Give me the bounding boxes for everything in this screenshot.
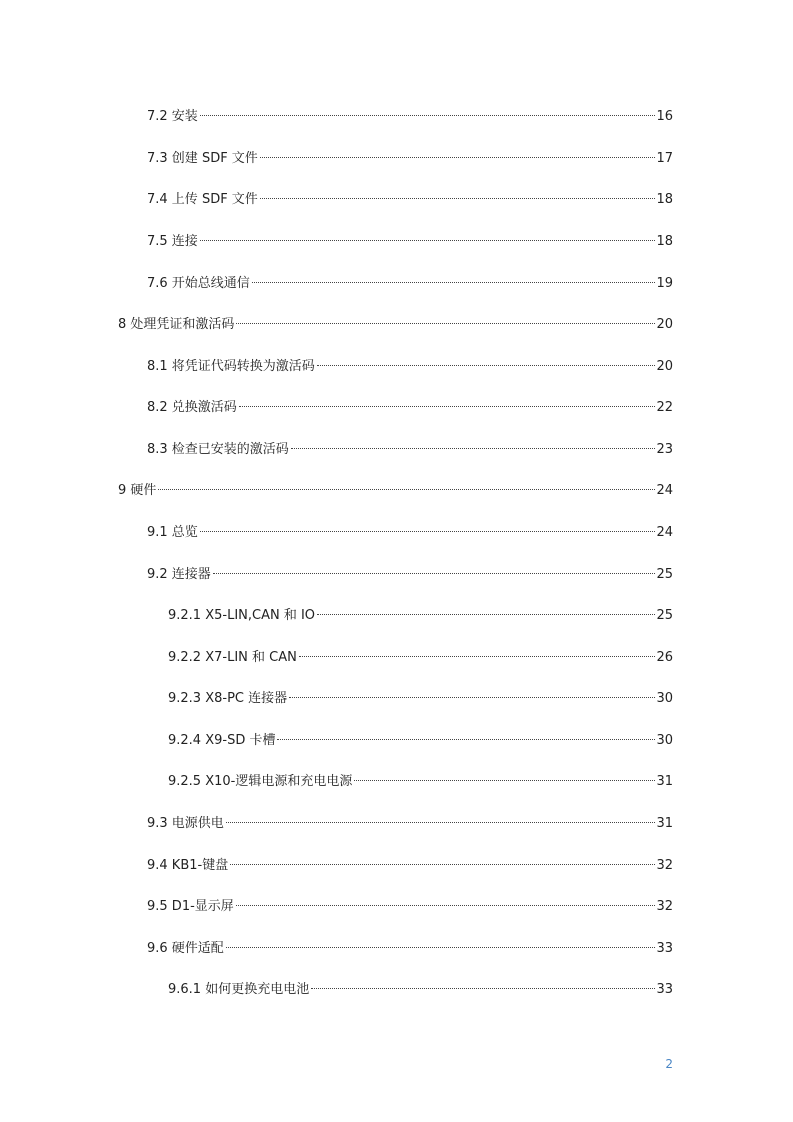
dot-leader bbox=[317, 614, 655, 615]
toc-entry-label: 7.3 创建 SDF 文件 bbox=[147, 151, 258, 166]
dot-leader bbox=[299, 656, 656, 657]
toc-entry-page: 22 bbox=[656, 400, 673, 415]
toc-entry-label: 9.5 D1-显示屏 bbox=[147, 899, 234, 914]
toc-entry-page: 33 bbox=[656, 941, 673, 956]
dot-leader bbox=[252, 282, 656, 283]
toc-entry-9-3[interactable] bbox=[147, 813, 673, 835]
toc-entry-7-2[interactable] bbox=[147, 106, 673, 128]
toc-entry-page: 32 bbox=[656, 858, 673, 873]
toc-entry-page: 16 bbox=[656, 109, 673, 124]
toc-entry-label: 9 硬件 bbox=[118, 483, 157, 498]
toc-entry-label: 9.3 电源供电 bbox=[147, 816, 224, 831]
toc-entry-8-2[interactable] bbox=[147, 397, 673, 419]
dot-leader bbox=[354, 780, 655, 781]
toc-entry-label: 9.2.1 X5-LIN,CAN 和 IO bbox=[168, 608, 316, 623]
toc-entry-9-6-1[interactable] bbox=[168, 979, 673, 1001]
dot-leader bbox=[200, 115, 656, 116]
dot-leader bbox=[236, 323, 655, 324]
toc-entry-label: 9.2.3 X8-PC 连接器 bbox=[168, 691, 288, 706]
toc-entry-9-2-3[interactable] bbox=[168, 688, 673, 710]
dot-leader bbox=[230, 864, 655, 865]
toc-entry-9-1[interactable] bbox=[147, 522, 673, 544]
toc-entry-8-3[interactable] bbox=[147, 439, 673, 461]
toc-entry-label: 8.2 兑换激活码 bbox=[147, 400, 237, 415]
toc-entry-label: 9.1 总览 bbox=[147, 525, 198, 540]
dot-leader bbox=[226, 822, 656, 823]
dot-leader bbox=[200, 531, 656, 532]
toc-entry-page: 25 bbox=[656, 608, 673, 623]
toc-entry-9-2-5[interactable] bbox=[168, 771, 673, 793]
dot-leader bbox=[200, 240, 656, 241]
dot-leader bbox=[289, 697, 655, 698]
toc-entry-label: 8.1 将凭证代码转换为激活码 bbox=[147, 359, 315, 374]
toc-entry-label: 7.6 开始总线通信 bbox=[147, 276, 250, 291]
toc-entry-label: 8 处理凭证和激活码 bbox=[118, 317, 235, 332]
toc-entry-9-2-4[interactable] bbox=[168, 730, 673, 752]
toc-entry-page: 33 bbox=[656, 982, 673, 997]
dot-leader bbox=[239, 406, 656, 407]
toc-entry-label: 7.4 上传 SDF 文件 bbox=[147, 192, 258, 207]
dot-leader bbox=[260, 198, 656, 199]
dot-leader bbox=[317, 365, 656, 366]
toc-entry-9-2[interactable] bbox=[147, 564, 673, 586]
dot-leader bbox=[260, 157, 656, 158]
toc-entry-label: 7.5 连接 bbox=[147, 234, 198, 249]
toc-entry-page: 23 bbox=[656, 442, 673, 457]
toc-entry-page: 30 bbox=[656, 691, 673, 706]
toc-entry-9-5[interactable] bbox=[147, 896, 673, 918]
dot-leader bbox=[213, 573, 656, 574]
dot-leader bbox=[291, 448, 656, 449]
toc-entry-label: 9.6.1 如何更换充电电池 bbox=[168, 982, 310, 997]
toc-entry-page: 20 bbox=[656, 317, 673, 332]
page-number: 2 bbox=[665, 1057, 673, 1071]
toc-entry-8[interactable] bbox=[118, 314, 673, 336]
toc-entry-page: 18 bbox=[656, 192, 673, 207]
toc-entry-label: 7.2 安装 bbox=[147, 109, 198, 124]
toc-entry-7-6[interactable] bbox=[147, 273, 673, 295]
dot-leader bbox=[226, 947, 656, 948]
toc-entry-label: 9.6 硬件适配 bbox=[147, 941, 224, 956]
toc-entry-page: 26 bbox=[656, 650, 673, 665]
toc-entry-9[interactable] bbox=[118, 480, 673, 502]
toc-entry-page: 24 bbox=[656, 483, 673, 498]
toc-entry-page: 31 bbox=[656, 816, 673, 831]
toc-entry-7-3[interactable] bbox=[147, 148, 673, 170]
toc-entry-label: 9.4 KB1-键盘 bbox=[147, 858, 229, 873]
toc-entry-7-5[interactable] bbox=[147, 231, 673, 253]
toc-entry-page: 20 bbox=[656, 359, 673, 374]
toc-entry-label: 9.2.2 X7-LIN 和 CAN bbox=[168, 650, 297, 665]
dot-leader bbox=[236, 905, 656, 906]
toc-entry-7-4[interactable] bbox=[147, 189, 673, 211]
toc-entry-9-2-2[interactable] bbox=[168, 647, 673, 669]
toc-entry-page: 31 bbox=[656, 774, 673, 789]
toc-entry-page: 32 bbox=[656, 899, 673, 914]
dot-leader bbox=[277, 739, 655, 740]
toc-entry-8-1[interactable] bbox=[147, 356, 673, 378]
toc-entry-page: 17 bbox=[656, 151, 673, 166]
toc-entry-9-4[interactable] bbox=[147, 855, 673, 877]
dot-leader bbox=[311, 988, 655, 989]
toc-entry-label: 9.2.5 X10-逻辑电源和充电电源 bbox=[168, 774, 353, 789]
toc-entry-page: 18 bbox=[656, 234, 673, 249]
toc-entry-page: 19 bbox=[656, 276, 673, 291]
toc-entry-page: 25 bbox=[656, 567, 673, 582]
dot-leader bbox=[158, 489, 655, 490]
toc-entry-9-2-1[interactable] bbox=[168, 605, 673, 627]
toc-entry-page: 30 bbox=[656, 733, 673, 748]
toc-entry-page: 24 bbox=[656, 525, 673, 540]
toc-entry-9-6[interactable] bbox=[147, 938, 673, 960]
toc-entry-label: 9.2 连接器 bbox=[147, 567, 211, 582]
toc-entry-label: 9.2.4 X9-SD 卡槽 bbox=[168, 733, 276, 748]
toc-entry-label: 8.3 检查已安装的激活码 bbox=[147, 442, 289, 457]
